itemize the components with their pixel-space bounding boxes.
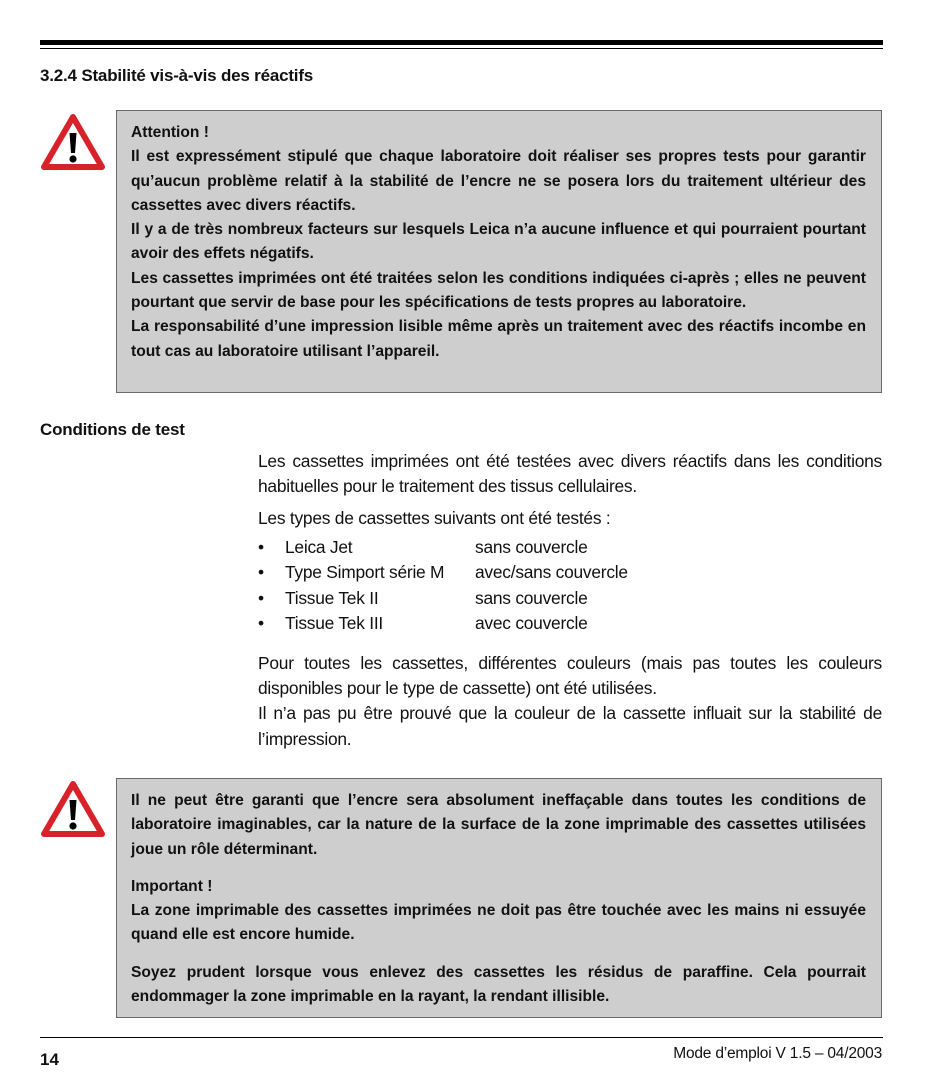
- bullet-icon: •: [258, 562, 264, 583]
- warning-triangle-icon: [40, 780, 106, 838]
- bullet-icon: •: [258, 537, 264, 557]
- warning-box-attention: [116, 110, 882, 393]
- warning-paragraph: Il est expressément stipulé que chaque laboratoire doit réaliser ses propres tests pour garantir qu’aucun problème relatif à la stabilité de l’encre ne se posera lors du traitement ultérieur des cassettes avec divers réactifs.: [131, 148, 866, 214]
- list-item: [258, 586, 758, 611]
- important-heading: Important !: [131, 877, 213, 895]
- list-intro: [258, 506, 882, 531]
- cassette-list: [258, 535, 758, 637]
- footer-rule: [40, 1037, 883, 1038]
- cassette-name: Leica Jet: [285, 537, 353, 557]
- test-conditions-heading: Conditions de test: [40, 420, 185, 439]
- header-rule-thick: [40, 40, 883, 45]
- bullet-icon: •: [258, 587, 264, 608]
- cassette-lid: avec couvercle: [475, 613, 588, 634]
- cassette-name: Tissue Tek II: [285, 587, 379, 608]
- warning-paragraph: La zone imprimable des cassettes imprimées ne doit pas être touchée avec les mains ni essuyée quand elle est encore humide.: [131, 902, 866, 944]
- warning-paragraph: Les cassettes imprimées ont été traitées selon les conditions indiquées ci-après ; elles ne peuvent pourtant que servir de base pour les spécifications de tests propres au laboratoire.: [131, 269, 866, 312]
- warning-paragraph: Il y a de très nombreux facteurs sur lesquels Leica n’a aucune influence et qui pourraient pourtant avoir des effets négatifs.: [131, 221, 866, 263]
- cassette-name: Type Simport série M: [285, 562, 445, 583]
- list-intro-text: Les types de cassettes suivants ont été testés :: [258, 508, 611, 528]
- colors-notes: [258, 651, 882, 752]
- test-conditions-intro: [258, 449, 882, 499]
- page-number: 14: [40, 1050, 59, 1069]
- bullet-icon: •: [258, 613, 264, 634]
- colors-note: Pour toutes les cassettes, différentes couleurs (mais pas toutes les couleurs disponibles pour le type de cassette) ont été utilisées.: [258, 653, 882, 699]
- section-title: 3.2.4 Stabilité vis-à-vis des réactifs: [40, 66, 314, 85]
- warning-box-important: [116, 778, 882, 1018]
- list-item: [258, 611, 758, 636]
- cassette-lid: sans couvercle: [475, 537, 588, 557]
- color-stability-note: Il n’a pas pu être prouvé que la couleur de la cassette influait sur la stabilité de l’impression.: [258, 703, 882, 749]
- cassette-lid: avec/sans couvercle: [475, 562, 628, 583]
- warning-paragraph: La responsabilité d’une impression lisible même après un traitement avec des réactifs incombe en tout cas au laboratoire utilisant l’appareil.: [131, 318, 866, 360]
- warning-triangle-icon: [40, 113, 106, 171]
- warning-heading: Attention !: [131, 124, 209, 141]
- header-rule-thin: [40, 48, 883, 49]
- warning-paragraph: Il ne peut être garanti que l’encre sera absolument ineffaçable dans toutes les conditions de laboratoire imaginables, car la nature de la surface de la zone imprimable des cassettes utilisées joue un rôle déterminant.: [131, 792, 866, 858]
- cassette-name: Tissue Tek III: [285, 613, 383, 634]
- list-item: [258, 560, 758, 585]
- manual-version: Mode d’emploi V 1.5 – 04/2003: [673, 1045, 882, 1062]
- warning-paragraph: Soyez prudent lorsque vous enlevez des cassettes les résidus de paraffine. Cela pourrait endommager la zone imprimable en la rayant, la rendant illisible.: [131, 963, 866, 1006]
- intro-paragraph: Les cassettes imprimées ont été testées avec divers réactifs dans les conditions habituelles pour le traitement des tissus cellulaires.: [258, 451, 882, 497]
- list-item: [258, 535, 758, 560]
- cassette-lid: sans couvercle: [475, 587, 588, 608]
